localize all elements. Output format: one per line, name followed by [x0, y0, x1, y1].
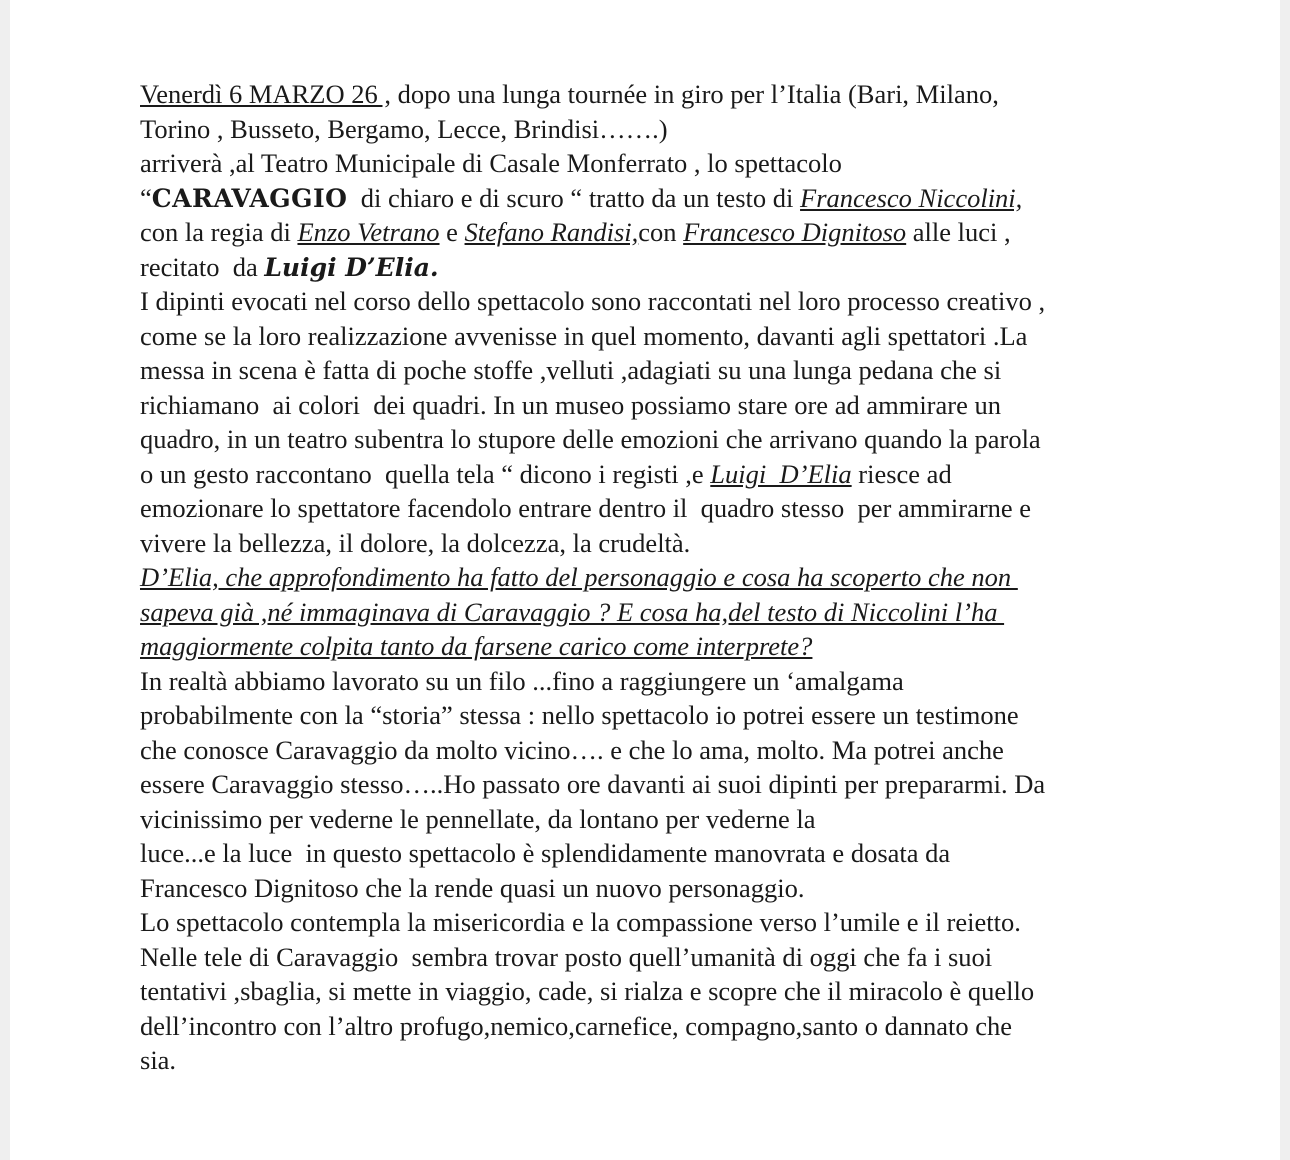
text-line: che conosce Caravaggio da molto vicino…. e che lo ama, molto. Ma potrei anche — [140, 734, 1004, 765]
interview-question-line: sapeva già ,né immaginava di Caravaggio ? E cosa ha,del testo di Niccolini l’ha — [140, 596, 1005, 627]
director-name: Stefano Randisi, — [464, 217, 639, 247]
text-fragment: con — [638, 217, 684, 247]
text-fragment: “ — [140, 182, 152, 213]
text-line: messa in scena è fatta di poche stoffe ,velluti ,adagiati su una lunga pedana che si — [140, 355, 1002, 385]
text-line: quadro, in un teatro subentra lo stupore delle emozioni che arrivano quando la parola — [140, 424, 1041, 454]
text-line: vivere la bellezza, il dolore, la dolcezza, la crudeltà. — [140, 527, 691, 558]
text-fragment: o un gesto raccontano quella tela “ dicono i registi ,e — [140, 458, 711, 489]
text-line: emozionare lo spettatore facendolo entrare dentro il quadro stesso per ammirarne e — [140, 493, 1032, 523]
text-line: In realtà abbiamo lavorato su un filo ...fino a raggiungere un ‘amalgama — [140, 665, 904, 696]
text-line: vicinissimo per vederne le pennellate, da lontano per vederne la — [140, 803, 816, 834]
text-line: arriverà ,al Teatro Municipale di Casale Monferrato , lo spettacolo — [140, 148, 842, 178]
text-line: richiamano ai colori dei quadri. In un museo possiamo stare ore ad ammirare un — [140, 389, 1001, 420]
text-line: tentativi ,sbaglia, si mette in viaggio, cade, si rialza e scopre che il miracolo è quello — [140, 976, 1035, 1006]
interview-question-line: D’Elia, che approfondimento ha fatto del personaggio e cosa ha scoperto che non — [140, 562, 1018, 592]
text-fragment: dopo una lunga tournée in giro per l’Italia (Bari, Milano, — [391, 79, 999, 109]
text-line: essere Caravaggio stesso…..Ho passato ore davanti ai suoi dipinti per prepararmi. Da — [140, 769, 1046, 799]
text-line: Torino , Busseto, Bergamo, Lecce, Brindisi…….) — [140, 113, 668, 144]
text-line: come se la loro realizzazione avvenisse in quel momento, davanti agli spettatori .La — [140, 320, 1028, 351]
interview-question-line: maggiormente colpita tanto da farsene carico come interprete? — [140, 631, 813, 661]
text-line: sia. — [140, 1045, 177, 1075]
text-line: probabilmente con la “storia” stessa : nello spettacolo io potrei essere un testimone — [140, 700, 1019, 730]
text-line: Francesco Dignitoso che la rende quasi un nuovo personaggio. — [140, 872, 805, 903]
text-line — [140, 250, 1170, 285]
text-line — [140, 181, 1170, 216]
text-fragment: con la regia di — [140, 217, 298, 247]
director-name: Enzo Vetrano — [297, 217, 440, 247]
text-line: Lo spettacolo contempla la misericordia e la compassione verso l’umile e il reietto. — [140, 907, 1021, 937]
author-name: Francesco Niccolini, — [800, 182, 1023, 213]
actor-name: Luigi D’Elia — [710, 458, 852, 489]
lighting-designer-name: Francesco Dignitoso — [683, 217, 907, 247]
text-line — [140, 215, 1170, 250]
show-title: CARAVAGGIO — [151, 183, 348, 213]
text-line: Nelle tele di Caravaggio sembra trovar posto quell’umanità di oggi che fa i suoi — [140, 941, 993, 972]
text-line: luce...e la luce in questo spettacolo è splendidamente manovrata e dosata da — [140, 838, 951, 868]
text-line: dell’incontro con l’altro profugo,nemico,carnefice, compagno,santo o dannato che — [140, 1010, 1012, 1041]
actor-name: Luigi D’Elia. — [264, 252, 439, 282]
text-line — [140, 77, 1170, 112]
text-line — [140, 457, 1170, 492]
event-date: Venerdì 6 MARZO 26 , — [140, 79, 391, 109]
text-line: I dipinti evocati nel corso dello spettacolo sono raccontati nel loro processo creativo , — [140, 286, 1046, 316]
article-body — [140, 77, 1170, 1078]
text-fragment: di chiaro e di scuro “ tratto da un testo di — [347, 182, 801, 213]
text-fragment: recitato da — [140, 251, 265, 282]
document-page — [10, 0, 1280, 1160]
text-fragment: e — [439, 217, 465, 247]
text-fragment: alle luci , — [906, 217, 1011, 247]
text-fragment: riesce ad — [851, 458, 952, 489]
